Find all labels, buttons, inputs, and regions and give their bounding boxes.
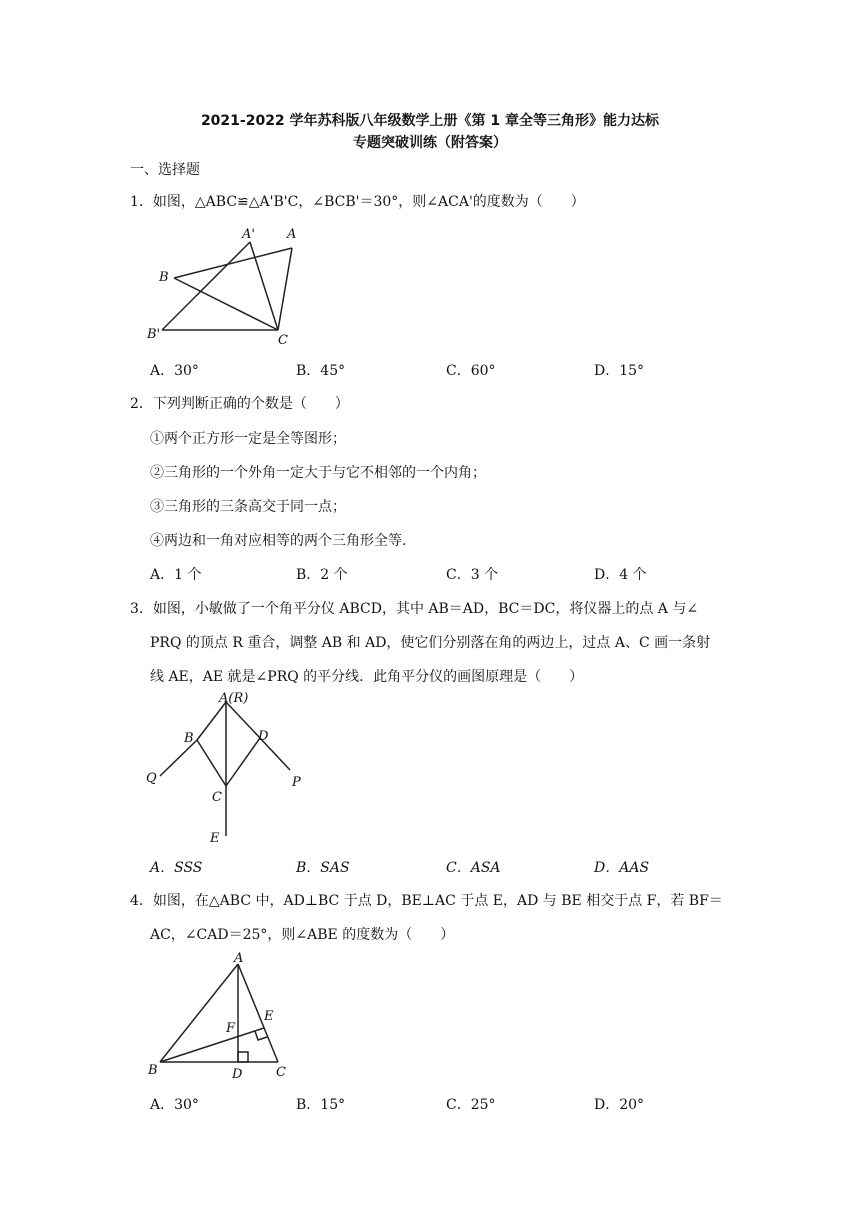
segment-a-c [278,248,292,330]
q1-option-d: D．15° [594,363,645,379]
q3-option-c: C．ASA [446,860,501,876]
question-3-figure [140,690,320,850]
label-d: D [232,1067,243,1082]
question-4-figure [140,950,310,1082]
q2-statement-2: ②三角形的一个外角一定大于与它不相邻的一个内角； [150,465,486,481]
q4-option-a: A．30° [150,1097,199,1113]
label-b: B [159,270,169,285]
q4-option-b: B．15° [296,1097,346,1113]
q2-option-a: A．1 个 [150,567,202,583]
q3-option-d: D．AAS [594,860,650,876]
question-4-line-2: AC，∠CAD＝25°，则∠ABE 的度数为（ ） [150,927,455,943]
q1-option-a: A．30° [150,363,199,379]
segment-a-d [226,702,260,738]
q1-option-c: C．60° [446,363,496,379]
label-e: E [210,831,220,846]
label-a-r: A(R) [219,691,249,706]
q2-option-b: B．2 个 [296,567,348,583]
segment-b-a [174,248,292,278]
q4-option-d: D．20° [594,1097,645,1113]
question-4-line-1: 4．如图，在△ABC 中，AD⊥BC 于点 D，BE⊥AC 于点 E，AD 与 BE 相交于点 F，若 BF＝ [130,893,723,909]
label-c: C [276,1065,286,1080]
label-c: C [212,790,222,805]
segment-a-b [160,964,238,1062]
label-a: A [287,227,297,242]
label-c: C [278,333,288,348]
document-subtitle: 专题突破训练（附答案） [353,135,507,151]
question-1-stem: 1．如图，△ABC≌△A'B'C，∠BCB'＝30°，则∠ACA'的度数为（ ） [130,194,585,210]
segment-b-c [174,278,278,330]
q2-statement-1: ①两个正方形一定是全等图形； [150,431,346,447]
label-b-prime: B' [147,327,161,342]
q2-statement-3: ③三角形的三条高交于同一点； [150,499,346,515]
label-a: A [234,951,244,966]
question-3-line-3: 线 AE，AE 就是∠PRQ 的平分线．此角平分仪的画图原理是（ ） [150,669,584,685]
segment-b-c [197,740,226,786]
q2-option-c: C．3 个 [446,567,499,583]
label-d: D [258,729,269,744]
document-title: 2021-2022 学年苏科版八年级数学上册《第 1 章全等三角形》能力达标 [200,113,660,129]
q3-option-a: A．SSS [150,860,203,876]
label-b: B [148,1063,158,1078]
q3-option-b: B．SAS [296,860,350,876]
label-b: B [184,731,194,746]
label-a-prime: A' [242,227,255,242]
q2-option-d: D．4 个 [594,567,647,583]
question-1-figure [140,222,310,352]
segment-b1-a1 [162,242,250,330]
q4-option-c: C．25° [446,1097,496,1113]
label-e: E [264,1009,274,1024]
q2-statement-4: ④两边和一角对应相等的两个三角形全等. [150,533,407,549]
label-p: P [292,775,301,790]
segment-a-b [197,702,226,740]
question-2-stem: 2．下列判断正确的个数是（ ） [130,396,349,412]
q1-option-b: B．45° [296,363,346,379]
label-f: F [226,1021,236,1036]
segment-d-c [226,738,260,786]
right-angle-mark-d [238,1052,248,1062]
question-3-line-2: PRQ 的顶点 R 重合，调整 AB 和 AD，使它们分别落在角的两边上，过点 A、C 画一条射 [150,635,711,651]
question-3-line-1: 3．如图，小敏做了一个角平分仪 ABCD，其中 AB＝AD，BC＝DC，将仪器上的点 A 与∠ [130,601,699,617]
label-q: Q [146,771,157,786]
section-heading: 一、选择题 [130,162,200,178]
